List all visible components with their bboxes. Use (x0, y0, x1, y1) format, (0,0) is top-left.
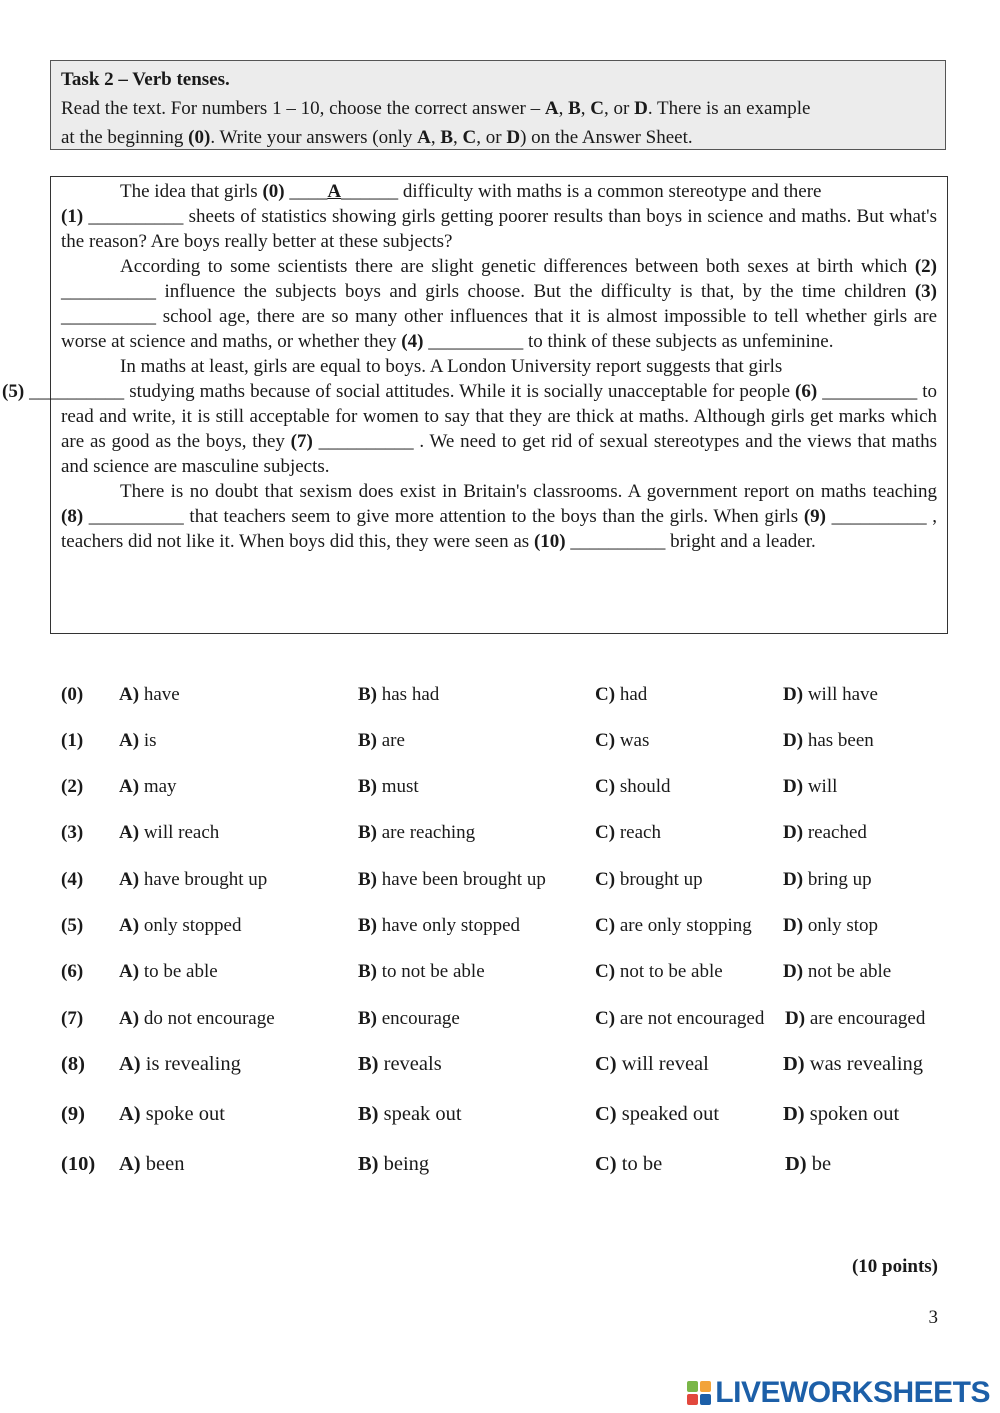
question-row (61, 1153, 951, 1183)
option-letter: B) (358, 1103, 379, 1125)
letter-a: A (544, 98, 559, 119)
option-text: is revealing (145, 1053, 241, 1075)
text: There is no doubt that sexism does exist in Britain's classrooms. A government report on maths teaching (120, 481, 937, 502)
question-row (61, 869, 951, 899)
gap-10[interactable]: (10) (533, 531, 566, 552)
gap-5[interactable]: (5) (2, 381, 25, 402)
option-c[interactable] (595, 961, 723, 983)
option-letter: C) (595, 730, 616, 751)
option-text: bring up (807, 869, 872, 890)
option-text: have brought up (143, 869, 268, 890)
option-c[interactable] (595, 1103, 719, 1126)
option-letter: D) (783, 776, 804, 797)
option-text: was revealing (809, 1053, 924, 1075)
option-letter: D) (783, 869, 804, 890)
question-row (61, 822, 951, 852)
option-text: encourage (381, 1008, 460, 1029)
logo-square-orange (700, 1381, 711, 1392)
gap-number: (0) (262, 181, 285, 202)
option-d[interactable] (783, 730, 874, 752)
sep: , (558, 98, 569, 119)
option-c[interactable] (595, 822, 661, 844)
option-a[interactable] (119, 1053, 241, 1076)
sep: , (453, 127, 463, 148)
blank: ______ (341, 181, 403, 202)
question-number: (1) (61, 730, 84, 751)
option-b[interactable] (358, 961, 485, 983)
option-b[interactable] (358, 869, 546, 891)
option-letter: A) (119, 822, 140, 843)
option-letter: D) (783, 961, 804, 982)
question-number: (3) (61, 822, 84, 843)
gap-7[interactable]: (7) (290, 431, 313, 452)
option-letter: D) (783, 915, 804, 936)
option-letter: B) (358, 1053, 379, 1075)
option-letter: A) (119, 1153, 141, 1175)
instr-text: . Write your answers (only (210, 127, 418, 148)
text: __________ to read and write, it is still acceptable for women to say that they are thick at maths. Although girls get marks which are as good as the boys, they (61, 381, 937, 452)
option-text: not be able (807, 961, 892, 982)
option-b[interactable] (358, 1008, 460, 1030)
instr-text: ) on the Answer Sheet. (520, 127, 693, 148)
text: __________ . We need to get rid of sexual stereotypes and the views that maths and science are masculine subjects. (61, 431, 937, 477)
logo-square-red (687, 1394, 698, 1405)
letter-d: D (506, 127, 521, 148)
example-answer: A (327, 181, 342, 202)
option-letter: D) (783, 730, 804, 751)
option-text: only stopped (143, 915, 242, 936)
option-b[interactable] (358, 915, 520, 937)
option-text: have only stopped (381, 915, 521, 936)
option-d[interactable] (783, 684, 878, 706)
question-row (61, 776, 951, 806)
option-d[interactable] (785, 1153, 831, 1176)
option-text: have been brought up (381, 869, 546, 890)
question-number: (7) (61, 1008, 84, 1029)
points-label: (10 points) (851, 1256, 938, 1277)
option-text: are (381, 730, 405, 751)
option-b[interactable] (358, 1053, 442, 1076)
option-c[interactable] (595, 915, 752, 937)
text: __________ that teachers seem to give more attention to the boys than the girls. When girls (83, 506, 804, 527)
option-a[interactable] (119, 1103, 225, 1126)
option-letter: A) (119, 684, 140, 705)
option-letter: C) (595, 961, 616, 982)
option-text: are encouraged (809, 1008, 926, 1029)
option-b[interactable] (358, 1153, 429, 1176)
option-text: be (811, 1153, 832, 1175)
option-letter: C) (595, 915, 616, 936)
logo-text: LIVEWORKSHEETS (715, 1376, 990, 1409)
option-text: spoken out (809, 1103, 900, 1125)
gap-4[interactable]: (4) (401, 331, 424, 352)
option-text: are reaching (381, 822, 476, 843)
question-number: (6) (61, 961, 84, 982)
option-c[interactable] (595, 1008, 764, 1030)
option-letter: B) (358, 776, 377, 797)
option-text: speaked out (621, 1103, 720, 1125)
gap-8[interactable]: (8) (61, 506, 84, 527)
option-letter: B) (358, 730, 377, 751)
option-text: has had (381, 684, 440, 705)
task-title: Task 2 – Verb tenses. (61, 69, 230, 90)
option-d[interactable] (783, 869, 872, 891)
option-letter: C) (595, 869, 616, 890)
option-c[interactable] (595, 869, 703, 891)
option-text: to be able (143, 961, 218, 982)
text: According to some scientists there are slight genetic differences between both sexes at birth which (120, 256, 915, 277)
letter-c: C (590, 98, 604, 119)
option-d[interactable] (783, 1103, 899, 1126)
option-b[interactable] (358, 684, 439, 706)
text: The idea that girls (120, 181, 263, 202)
question-number: (0) (61, 684, 84, 705)
option-text: speak out (383, 1103, 462, 1125)
page-number: 3 (928, 1307, 938, 1328)
question-number: (9) (61, 1103, 85, 1125)
letter-b: B (568, 98, 581, 119)
option-text: being (383, 1153, 430, 1175)
sep: , or (476, 127, 507, 148)
option-d[interactable] (783, 822, 867, 844)
option-letter: C) (595, 1103, 617, 1125)
task-instructions (61, 94, 935, 152)
question-number: (5) (61, 915, 84, 936)
option-letter: A) (119, 1103, 141, 1125)
option-c[interactable] (595, 776, 671, 798)
option-b[interactable] (358, 1103, 462, 1126)
option-letter: D) (785, 1008, 806, 1029)
option-letter: A) (119, 776, 140, 797)
text: __________ studying maths because of social attitudes. While it is socially unacceptable for people (24, 381, 796, 402)
question-row (61, 1053, 951, 1083)
option-letter: C) (595, 1053, 617, 1075)
paragraph-2 (61, 254, 937, 354)
option-letter: A) (119, 961, 140, 982)
option-d[interactable] (783, 1053, 923, 1076)
option-b[interactable] (358, 776, 419, 798)
option-letter: B) (358, 961, 377, 982)
option-d[interactable] (785, 1008, 925, 1030)
instr-text: . There is an example (647, 98, 811, 119)
option-letter: A) (119, 1008, 140, 1029)
option-text: will (807, 776, 838, 797)
text: difficulty with maths is a common stereotype and there (402, 181, 822, 202)
option-c[interactable] (595, 684, 647, 706)
option-c[interactable] (595, 730, 649, 752)
option-c[interactable] (595, 1053, 709, 1076)
option-d[interactable] (783, 961, 891, 983)
option-text: should (619, 776, 671, 797)
option-text: do not encourage (143, 1008, 275, 1029)
letter-b: B (440, 127, 454, 148)
option-letter: C) (595, 684, 616, 705)
option-letter: D) (783, 1103, 805, 1125)
example-number: (0) (188, 127, 211, 148)
blank: ____ (284, 181, 328, 202)
option-text: had (619, 684, 648, 705)
logo-square-green (687, 1381, 698, 1392)
option-a[interactable] (119, 869, 267, 891)
option-letter: D) (783, 1053, 805, 1075)
paragraph-1 (61, 179, 937, 254)
option-letter: C) (595, 822, 616, 843)
task-header-box (50, 60, 946, 150)
option-text: not to be able (619, 961, 723, 982)
text: __________ influence the subjects boys and girls choose. But the difficulty is that, by the time children (61, 281, 915, 302)
text: In maths at least, girls are equal to boys. A London University report suggests that girls (120, 356, 783, 377)
option-letter: A) (119, 915, 140, 936)
letter-a: A (417, 127, 431, 148)
letter-c: C (462, 127, 477, 148)
option-text: been (145, 1153, 185, 1175)
option-a[interactable] (119, 776, 177, 798)
sep: , (430, 127, 441, 148)
option-text: only stop (807, 915, 879, 936)
option-letter: C) (595, 1008, 616, 1029)
gap-3[interactable]: (3) (914, 281, 937, 302)
option-b[interactable] (358, 822, 475, 844)
option-text: reach (619, 822, 661, 843)
option-text: to not be able (381, 961, 485, 982)
option-letter: B) (358, 869, 377, 890)
instr-text: at the beginning (61, 127, 189, 148)
liveworksheets-logo[interactable] (687, 1376, 990, 1410)
option-text: may (143, 776, 177, 797)
option-letter: A) (119, 730, 140, 751)
option-a[interactable] (119, 1153, 184, 1176)
option-letter: D) (783, 684, 804, 705)
option-text: reached (807, 822, 867, 843)
option-a[interactable] (119, 684, 180, 706)
text: __________ bright and a leader. (565, 531, 816, 552)
question-number: (8) (61, 1053, 85, 1075)
option-text: will reach (143, 822, 220, 843)
option-a[interactable] (119, 961, 218, 983)
option-text: reveals (383, 1053, 442, 1075)
option-text: are only stopping (619, 915, 752, 936)
option-letter: C) (595, 776, 616, 797)
sep: , (580, 98, 591, 119)
option-letter: B) (358, 915, 377, 936)
option-letter: B) (358, 1008, 377, 1029)
liveworksheets-logo-icon (687, 1381, 711, 1405)
option-a[interactable] (119, 730, 157, 752)
paragraph-4 (61, 479, 937, 554)
question-number: (10) (61, 1153, 96, 1175)
option-text: are not encouraged (619, 1008, 765, 1029)
question-number: (2) (61, 776, 84, 797)
option-text: has been (807, 730, 874, 751)
option-text: brought up (619, 869, 703, 890)
reading-text-box (2, 176, 948, 634)
option-text: must (381, 776, 419, 797)
gap-1[interactable]: (1) (61, 206, 84, 227)
option-a[interactable] (119, 915, 241, 937)
question-row (61, 684, 951, 714)
question-number: (4) (61, 869, 84, 890)
question-row (61, 915, 951, 945)
option-text: will have (807, 684, 878, 705)
option-letter: D) (785, 1153, 807, 1175)
option-letter: A) (119, 869, 140, 890)
option-c[interactable] (595, 1153, 662, 1176)
option-letter: B) (358, 822, 377, 843)
gap-6[interactable]: (6) (795, 381, 818, 402)
option-d[interactable] (783, 776, 837, 798)
option-text: is (143, 730, 157, 751)
sep: , or (604, 98, 635, 119)
logo-square-blue (700, 1394, 711, 1405)
letter-d: D (634, 98, 648, 119)
question-row (61, 1008, 951, 1038)
question-row (61, 730, 951, 760)
question-row (61, 1103, 951, 1133)
text: __________ to think of these subjects as unfeminine. (423, 331, 834, 352)
question-row (61, 961, 951, 991)
option-letter: A) (119, 1053, 141, 1075)
option-a[interactable] (119, 822, 219, 844)
option-letter: B) (358, 684, 377, 705)
option-text: to be (621, 1153, 663, 1175)
option-letter: C) (595, 1153, 617, 1175)
option-letter: D) (783, 822, 804, 843)
option-text: was (619, 730, 650, 751)
option-letter: B) (358, 1153, 379, 1175)
gap-9[interactable]: (9) (803, 506, 826, 527)
option-text: spoke out (145, 1103, 225, 1125)
gap-2[interactable]: (2) (914, 256, 937, 277)
option-a[interactable] (119, 1008, 275, 1030)
instr-text: Read the text. For numbers 1 – 10, choose the correct answer – (61, 98, 545, 119)
paragraph-3 (2, 354, 937, 479)
option-b[interactable] (358, 730, 405, 752)
text: __________ , teachers did not like it. When boys did this, they were seen as (61, 506, 937, 552)
text: __________ school age, there are so many other influences that it is almost impossible to tell whether girls are worse at science and maths, or whether they (61, 306, 937, 352)
option-text: have (143, 684, 180, 705)
option-d[interactable] (783, 915, 878, 937)
text: __________ sheets of statistics showing girls getting poorer results than boys in science and maths. But what's the reason? Are boys really better at these subjects? (61, 206, 937, 252)
option-text: will reveal (621, 1053, 709, 1075)
